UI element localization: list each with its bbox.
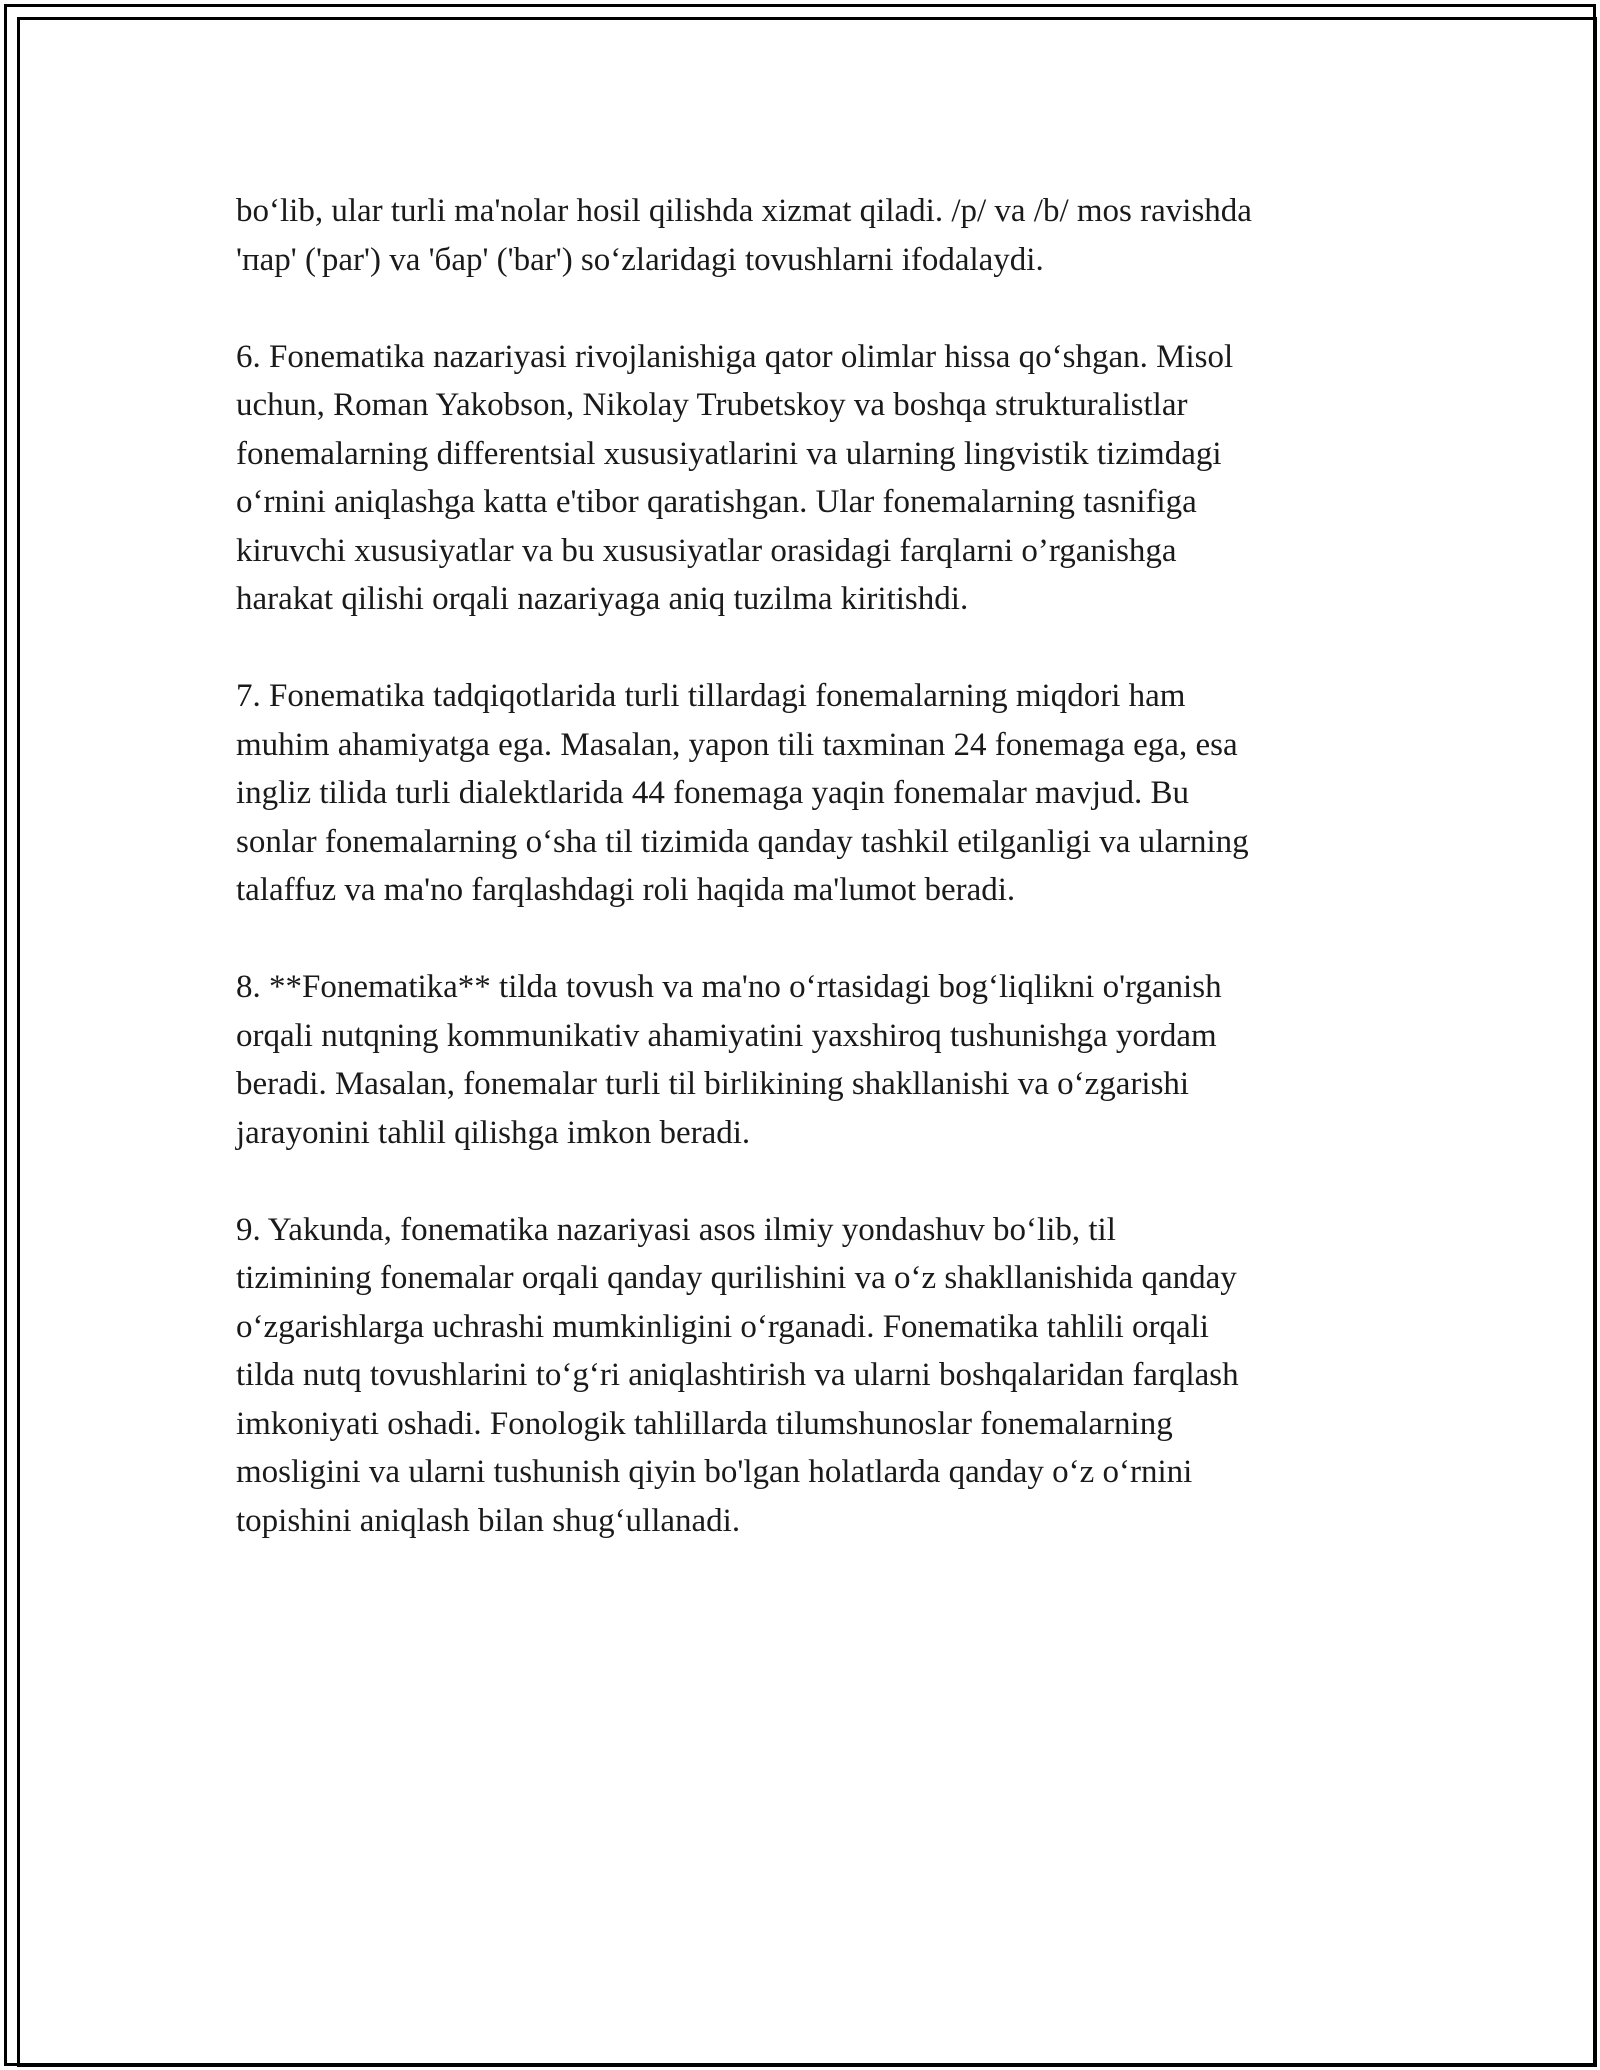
document-body — [236, 187, 1400, 1594]
paragraph-8: 8. **Fonematika** tilda tovush va ma'no o‘rtasidagi bog‘liqlikni o'rganish orqali nutqning kommunikativ ahamiyatini yaxshiroq tushunishga yordam beradi. Masalan, fonemalar turli til birlikining shakllanishi va o‘zgarishi jarayonini tahlil qilishga imkon beradi. — [236, 969, 1222, 1151]
paragraph-continuation: bo‘lib, ular turli ma'nolar hosil qilishda xizmat qiladi. /p/ va /b/ mos ravishda 'пар' ('par') va 'бар' ('bar') so‘zlaridagi tovushlarni ifodalaydi. — [236, 193, 1252, 278]
paragraph-6: 6. Fonematika nazariyasi rivojlanishiga qator olimlar hissa qo‘shgan. Misol uchun, Roman Yakobson, Nikolay Trubetskoy va boshqa strukturalistlar fonemalarning differentsial xususiyatlarini va ularning lingvistik tizimdagi o‘rnini aniqlashga katta e'tibor qaratishgan. Ular fonemalarning tasnifiga kiruvchi xususiyatlar va bu xususiyatlar orasidagi farqlarni o’rganishga harakat qilishi orqali nazariyaga aniq tuzilma kiritishdi. — [236, 338, 1234, 617]
paragraph-9: 9. Yakunda, fonematika nazariyasi asos ilmiy yondashuv bo‘lib, til tizimining fonemalar orqali qanday qurilishini va o‘z shakllanishida qanday o‘zgarishlarga uchrashi mumkinligini o‘rganadi. Fonematika tahlili orqali tilda nutq tovushlarini to‘g‘ri aniqlashtirish va ularni boshqalaridan farqlash imkoniyati oshadi. Fonologik tahlillarda tilumshunoslar fonemalarning mosligini va ularni tushunish qiyin bo'lgan holatlarda qanday o‘z o‘rnini topishini aniqlash bilan shug‘ullanadi. — [236, 1211, 1239, 1539]
paragraph-7: 7. Fonematika tadqiqotlarida turli tillardagi fonemalarning miqdori ham muhim ahamiyatga ega. Masalan, yapon tili taxminan 24 fonemaga ega, esa ingliz tilida turli dialektlarida 44 fonemaga yaqin fonemalar mavjud. Bu sonlar fonemalarning o‘sha til tizimida qanday tashkil etilganligi va ularning talaffuz va ma'no farqlashdagi roli haqida ma'lumot beradi. — [236, 678, 1249, 908]
